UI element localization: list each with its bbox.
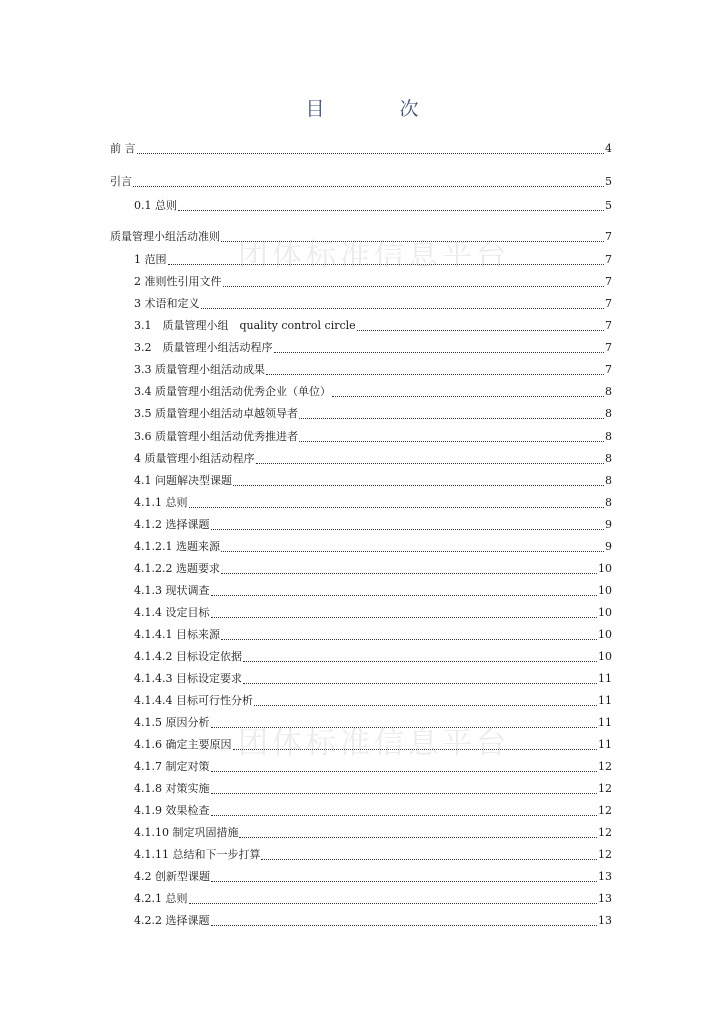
toc-entry-label: 2 准则性引用文件 [134, 275, 222, 288]
toc-entry-label: 4.1.4.4 目标可行性分析 [134, 694, 253, 707]
toc-entry-page-number: 7 [605, 275, 612, 288]
toc-entry[interactable] [134, 802, 612, 818]
toc-entry[interactable] [134, 361, 612, 377]
toc-entry-page-number: 8 [605, 474, 612, 487]
toc-leader-dots [261, 847, 597, 860]
toc-leader-dots [266, 362, 604, 375]
toc-leader-dots [243, 671, 597, 684]
toc-entry-page-number: 7 [605, 297, 612, 310]
toc-entry-page-number: 10 [598, 650, 612, 663]
toc-entry-page-number: 12 [598, 760, 612, 773]
toc-entry-label: 4.1.4.3 目标设定要求 [134, 672, 242, 685]
toc-leader-dots [221, 561, 597, 574]
toc-entry-page-number: 10 [598, 562, 612, 575]
toc-leader-dots [211, 715, 598, 728]
toc-entry[interactable] [134, 626, 612, 642]
toc-entry-page-number: 5 [605, 199, 612, 212]
toc-leader-dots [299, 429, 604, 442]
toc-entry[interactable] [134, 758, 612, 774]
toc-entry-label: 3.6 质量管理小组活动优秀推进者 [134, 430, 298, 443]
toc-leader-dots [256, 451, 605, 464]
toc-entry-label: 3.1 质量管理小组 quality control circle [134, 319, 356, 332]
toc-entry-page-number: 7 [605, 230, 612, 243]
toc-entry-page-number: 7 [605, 341, 612, 354]
toc-leader-dots [332, 384, 604, 397]
toc-entry-page-number: 11 [598, 716, 612, 729]
toc-entry-page-number: 10 [598, 584, 612, 597]
toc-leader-dots [211, 913, 598, 926]
toc-entry-label: 4.2 创新型课题 [134, 870, 210, 883]
toc-entry[interactable] [134, 868, 612, 884]
toc-entry-page-number: 8 [605, 496, 612, 509]
watermark: 团体标准信息平台 [238, 726, 510, 761]
toc-entry-page-number: 8 [605, 430, 612, 443]
toc-entry[interactable] [134, 339, 612, 355]
toc-entry-page-number: 9 [605, 518, 612, 531]
toc-entry[interactable] [134, 648, 612, 664]
toc-entry-page-number: 8 [605, 452, 612, 465]
toc-entry[interactable] [134, 846, 612, 862]
toc-entry[interactable] [134, 560, 612, 576]
toc-entry[interactable] [134, 582, 612, 598]
toc-entry-page-number: 7 [605, 253, 612, 266]
toc-leader-dots [243, 649, 597, 662]
toc-entry-page-number: 10 [598, 628, 612, 641]
toc-entry-page-number: 9 [605, 540, 612, 553]
toc-entry-page-number: 10 [598, 606, 612, 619]
toc-entry-label: 4.1 问题解决型课题 [134, 474, 232, 487]
toc-entry[interactable] [134, 912, 612, 928]
toc-leader-dots [211, 605, 598, 618]
toc-entry-label: 4.1.4 设定目标 [134, 606, 210, 619]
toc-entry-label: 4.1.7 制定对策 [134, 760, 210, 773]
toc-entry-page-number: 7 [605, 363, 612, 376]
toc-entry-label: 3.4 质量管理小组活动优秀企业（单位） [134, 385, 331, 398]
toc-leader-dots [254, 693, 597, 706]
toc-leader-dots [211, 803, 598, 816]
toc-leader-dots [233, 737, 598, 750]
toc-entry-page-number: 7 [605, 319, 612, 332]
toc-entry[interactable] [134, 736, 612, 752]
toc-entry[interactable] [110, 140, 612, 156]
toc-entry[interactable] [134, 604, 612, 620]
toc-entry-page-number: 13 [598, 892, 612, 905]
toc-entry[interactable] [134, 516, 612, 532]
toc-entry-label: 4.2.1 总则 [134, 892, 188, 905]
toc-entry-label: 引言 [110, 175, 132, 188]
toc-entry-page-number: 13 [598, 914, 612, 927]
toc-entry[interactable] [134, 273, 612, 289]
toc-entry-label: 1 范围 [134, 253, 167, 266]
toc-entry-label: 0.1 总则 [134, 199, 177, 212]
toc-entry[interactable] [134, 670, 612, 686]
toc-entry[interactable] [110, 173, 612, 189]
toc-leader-dots [189, 495, 605, 508]
toc-entry[interactable] [134, 472, 612, 488]
toc-entry-label: 4.1.1 总则 [134, 496, 188, 509]
toc-entry-label: 4 质量管理小组活动程序 [134, 452, 255, 465]
toc-entry-label: 质量管理小组活动准则 [110, 230, 220, 243]
toc-entry-page-number: 8 [605, 385, 612, 398]
toc-entry[interactable] [134, 295, 612, 311]
toc-entry-label: 4.1.10 制定巩固措施 [134, 826, 239, 839]
toc-entry[interactable] [134, 890, 612, 906]
toc-entry-page-number: 11 [598, 738, 612, 751]
toc-entry-label: 3.3 质量管理小组活动成果 [134, 363, 265, 376]
toc-entry-label: 4.1.2 选择课题 [134, 518, 210, 531]
toc-entry[interactable] [134, 538, 612, 554]
toc-entry-page-number: 11 [598, 672, 612, 685]
toc-entry-page-number: 5 [605, 175, 612, 188]
toc-entry-label: 4.1.6 确定主要原因 [134, 738, 232, 751]
toc-entry[interactable] [134, 824, 612, 840]
toc-entry-label: 4.1.2.2 选题要求 [134, 562, 220, 575]
toc-leader-dots [221, 539, 604, 552]
toc-leader-dots [137, 141, 605, 154]
toc-entry-page-number: 11 [598, 694, 612, 707]
toc-leader-dots [221, 229, 604, 242]
toc-leader-dots [211, 517, 605, 530]
toc-leader-dots [178, 198, 604, 211]
toc-entry[interactable] [134, 317, 612, 333]
page-title: 目 次 [305, 98, 447, 120]
toc-entry-label: 3.5 质量管理小组活动卓越领导者 [134, 407, 298, 420]
toc-leader-dots [233, 473, 604, 486]
toc-entry[interactable] [110, 228, 612, 244]
toc-entry[interactable] [134, 780, 612, 796]
toc-entry[interactable] [134, 383, 612, 399]
toc-leader-dots [221, 627, 597, 640]
toc-leader-dots [201, 296, 605, 309]
toc-entry[interactable] [134, 197, 612, 213]
toc-entry-label: 4.1.4.2 目标设定依据 [134, 650, 242, 663]
toc-entry[interactable] [134, 428, 612, 444]
toc-entry-page-number: 12 [598, 782, 612, 795]
toc-leader-dots [211, 869, 597, 882]
toc-leader-dots [189, 891, 598, 904]
toc-entry-page-number: 4 [605, 142, 612, 155]
toc-leader-dots [211, 781, 598, 794]
toc-entry-page-number: 12 [598, 804, 612, 817]
toc-entry-label: 4.1.4.1 目标来源 [134, 628, 220, 641]
toc-entry-label: 3 术语和定义 [134, 297, 200, 310]
toc-entry[interactable] [134, 714, 612, 730]
toc-entry-label: 4.2.2 选择课题 [134, 914, 210, 927]
toc-leader-dots [211, 583, 598, 596]
toc-entry[interactable] [134, 405, 612, 421]
toc-leader-dots [274, 340, 605, 353]
toc-entry-page-number: 13 [598, 870, 612, 883]
toc-leader-dots [239, 825, 597, 838]
toc-entry[interactable] [134, 494, 612, 510]
toc-leader-dots [357, 318, 604, 331]
toc-entry-label: 4.1.11 总结和下一步打算 [134, 848, 261, 861]
toc-entry-label: 4.1.9 效果检查 [134, 804, 210, 817]
watermark: 团体标准信息平台 [238, 238, 510, 273]
toc-entry-label: 4.1.2.1 选题来源 [134, 540, 220, 553]
toc-entry-label: 4.1.5 原因分析 [134, 716, 210, 729]
toc-entry[interactable] [134, 450, 612, 466]
toc-entry-page-number: 12 [598, 826, 612, 839]
toc-entry-label: 4.1.8 对策实施 [134, 782, 210, 795]
toc-entry[interactable] [134, 251, 612, 267]
toc-leader-dots [211, 759, 598, 772]
toc-leader-dots [133, 174, 604, 187]
toc-entry-label: 3.2 质量管理小组活动程序 [134, 341, 273, 354]
toc-leader-dots [223, 274, 605, 287]
toc-leader-dots [168, 252, 605, 265]
toc-entry-page-number: 12 [598, 848, 612, 861]
toc-entry-page-number: 8 [605, 407, 612, 420]
toc-entry-label: 前 言 [110, 142, 136, 155]
toc-entry-label: 4.1.3 现状调查 [134, 584, 210, 597]
toc-leader-dots [299, 406, 604, 419]
toc-entry[interactable] [134, 692, 612, 708]
